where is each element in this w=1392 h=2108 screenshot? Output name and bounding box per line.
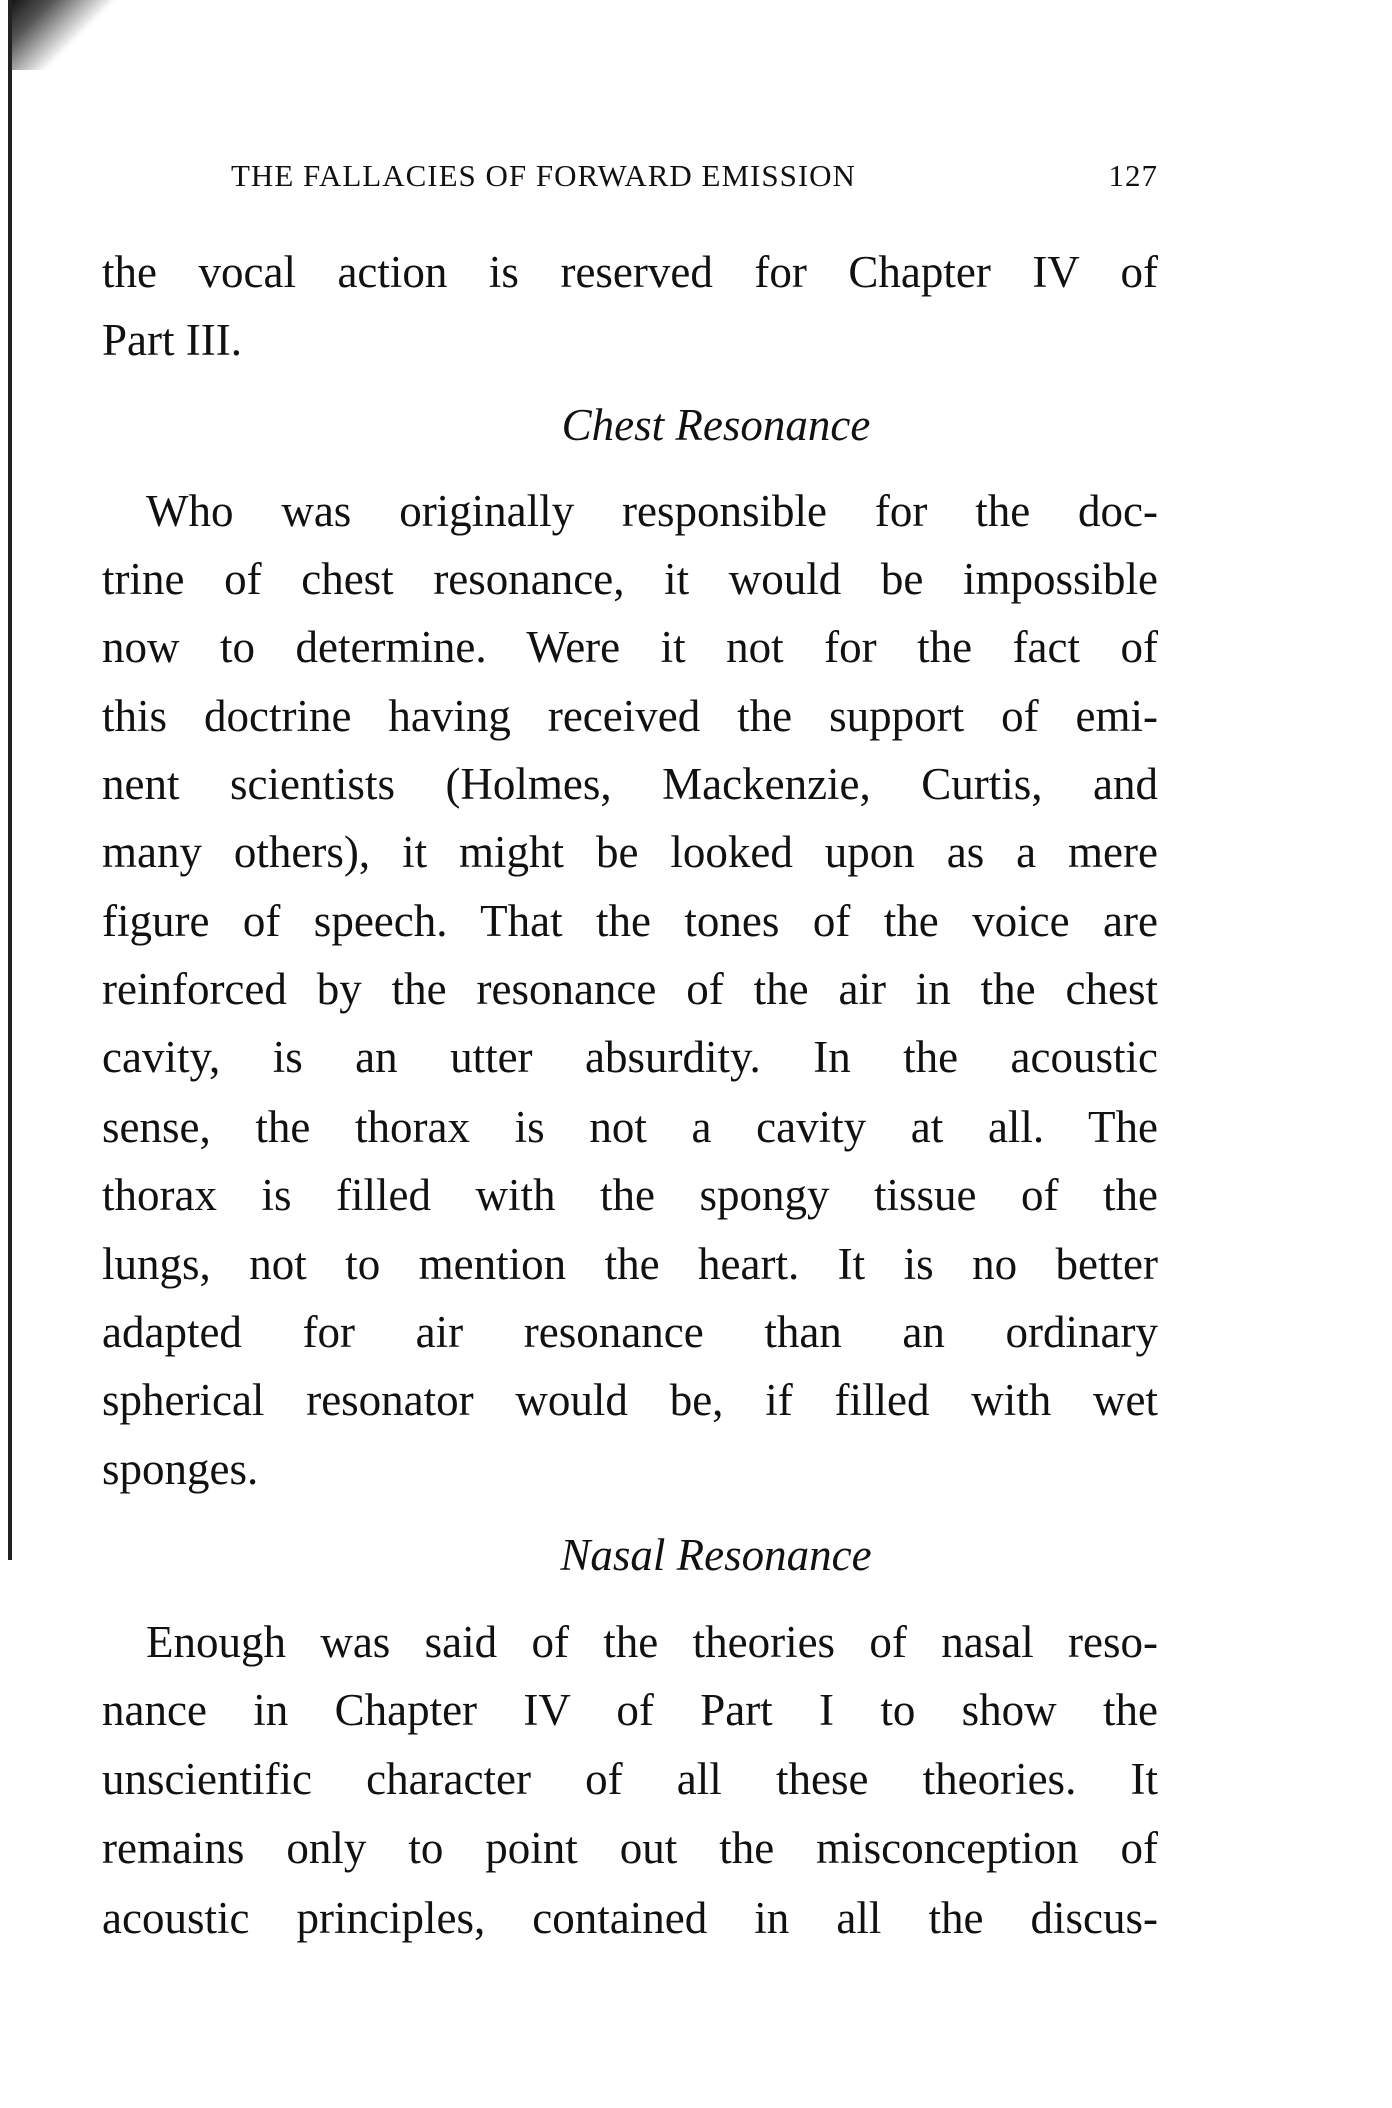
section-heading: Nasal Resonance: [560, 1530, 872, 1580]
text-line: reinforced by the resonance of the air in the chest: [102, 964, 1158, 1014]
text-line: this doctrine having received the support of emi-: [102, 691, 1158, 741]
text-line: many others), it might be looked upon as a mere: [102, 827, 1158, 877]
text-line: remains only to point out the misconception of: [102, 1823, 1158, 1873]
text-line: spherical resonator would be, if filled with wet: [102, 1375, 1158, 1425]
page-corner-shadow: [8, 0, 118, 70]
text-line: unscientific character of all these theories. It: [102, 1754, 1158, 1804]
text-line: nance in Chapter IV of Part I to show the: [102, 1685, 1158, 1735]
running-header: [231, 158, 1158, 194]
page-number: 127: [1108, 158, 1158, 193]
text-line: Part III.: [102, 315, 242, 365]
section-heading: Chest Resonance: [561, 400, 871, 450]
text-line: cavity, is an utter absurdity. In the acoustic: [102, 1032, 1158, 1082]
text-line: sponges.: [102, 1444, 259, 1494]
text-line: the vocal action is reserved for Chapter IV of: [102, 247, 1158, 297]
text-line: acoustic principles, contained in all the discus-: [102, 1893, 1158, 1943]
page-binding-edge: [8, 0, 12, 1560]
text-line: Enough was said of the theories of nasal reso-: [146, 1617, 1158, 1667]
text-line: thorax is filled with the spongy tissue of the: [102, 1170, 1158, 1220]
running-title: THE FALLACIES OF FORWARD EMISSION: [231, 158, 856, 193]
text-line: sense, the thorax is not a cavity at all. The: [102, 1102, 1158, 1152]
text-line: trine of chest resonance, it would be impossible: [102, 554, 1158, 604]
text-line: now to determine. Were it not for the fact of: [102, 622, 1158, 672]
text-line: nent scientists (Holmes, Mackenzie, Curtis, and: [102, 759, 1158, 809]
text-line: lungs, not to mention the heart. It is no better: [102, 1239, 1158, 1289]
text-line: figure of speech. That the tones of the voice are: [102, 896, 1158, 946]
text-line: Who was originally responsible for the doc-: [146, 486, 1158, 536]
text-line: adapted for air resonance than an ordinary: [102, 1307, 1158, 1357]
